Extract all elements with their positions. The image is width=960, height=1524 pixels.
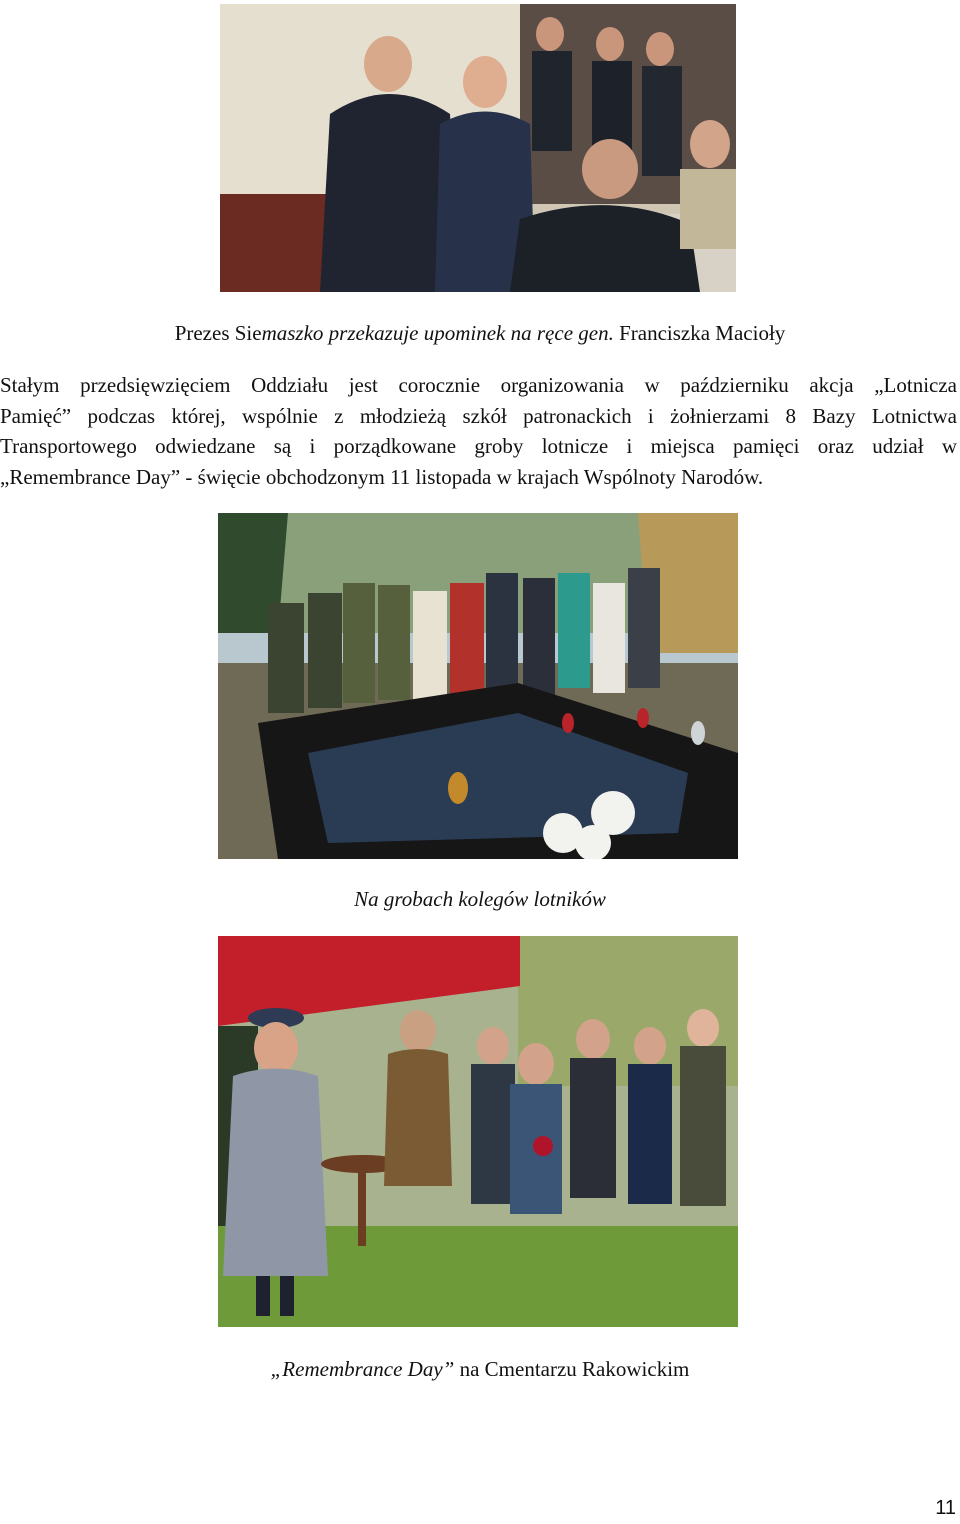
caption-1-italic: maszko przekazuje upominek na ręce gen. — [261, 321, 614, 345]
photo-caption-2 — [0, 886, 960, 912]
paragraph — [0, 370, 957, 492]
caption-3-italic: „Remembrance Day” — [270, 1357, 455, 1381]
photo-caption-1 — [0, 320, 960, 346]
cemetery-group-photo — [218, 513, 738, 859]
caption-1-rest: Franciszka Macioły — [613, 321, 786, 345]
remembrance-ceremony-photo — [218, 936, 738, 1327]
photo-caption-3 — [0, 1356, 960, 1382]
paragraph-line: „Remembrance Day” - święcie obchodzonym 11 listopada w krajach Wspólnoty Narodów. — [0, 464, 764, 489]
paragraph-line: Transportowego odwiedzane są i porządkowane groby lotnicze i miejsca pamięci oraz udział w — [0, 434, 957, 458]
caption-2-text: Na grobach kolegów lotników — [354, 887, 606, 911]
paragraph-line: Stałym przedsięwzięciem Oddziału jest corocznie organizowania w październiku akcja „Lotnicza — [0, 373, 957, 397]
award-ceremony-photo — [220, 4, 736, 292]
page-number: 11 — [935, 1497, 956, 1519]
caption-1-plain: Prezes Sie — [174, 321, 262, 345]
caption-3-rest: na Cmentarzu Rakowickim — [454, 1357, 690, 1381]
paragraph-line: Pamięć” podczas której, wspólnie z młodzieżą szkół patronackich i żołnierzami 8 Bazy Lotnictwa — [0, 403, 957, 428]
